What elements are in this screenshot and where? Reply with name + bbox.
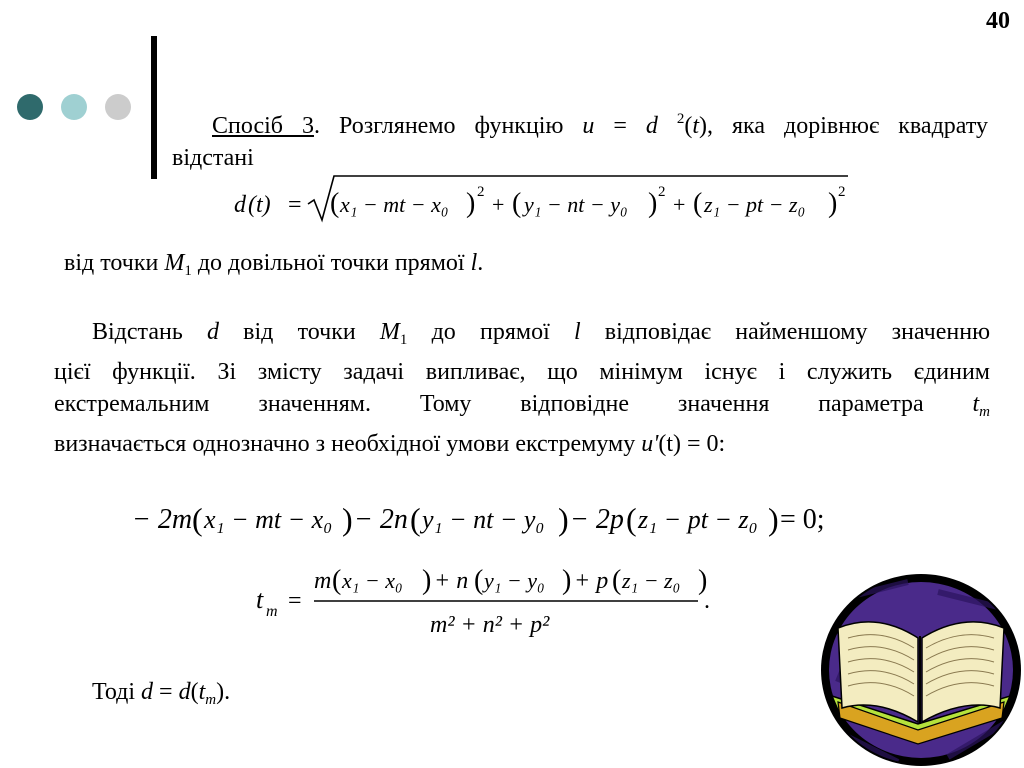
formula1-eq: = [288, 192, 302, 218]
point-text-a: від точки [64, 250, 165, 276]
concl-text: Тоді [92, 679, 142, 705]
page-number: 40 [986, 8, 1010, 34]
intro-paragraph [172, 103, 988, 174]
f3-open-1: ( [332, 565, 342, 596]
sub-m: m [205, 692, 217, 708]
var-l: l [573, 319, 581, 345]
var-t: t [972, 391, 980, 417]
intro-line-2: відстані [172, 145, 254, 171]
f3-t: t [256, 585, 264, 614]
paren-open-1: ( [330, 188, 340, 219]
formula1-exp3: 2 [838, 184, 846, 200]
f2-t2: − 2n [354, 504, 408, 535]
dist-text-g: (t) = 0: [658, 431, 726, 457]
divider-bar [151, 36, 157, 179]
f2-rhs: = 0; [780, 504, 825, 535]
intro-text: . Розглянемо функцію [313, 113, 583, 139]
formula1-d: d [234, 192, 246, 218]
point-paragraph [64, 247, 483, 287]
derivative-equation [128, 490, 848, 546]
intro-text-2: ), яка дорівнює квадрату [699, 113, 989, 139]
equals: = [594, 113, 646, 139]
f2-open-1: ( [192, 501, 203, 537]
var-d-2: d [178, 679, 191, 705]
paren-close: ). [216, 679, 231, 705]
formula1-arg: (t) [248, 192, 271, 218]
f2-b2: y₁ − nt − y₀ [422, 505, 545, 534]
sub-1: 1 [184, 263, 192, 279]
var-l: l [470, 250, 478, 276]
conclusion-paragraph [92, 676, 230, 716]
var-M: M [379, 319, 400, 345]
f2-close-3: ) [768, 501, 779, 537]
f2-b3: z₁ − pt − z₀ [638, 505, 758, 534]
dist-line-3 [54, 388, 990, 428]
sub-1: 1 [399, 332, 408, 348]
dist-line-4 [54, 428, 990, 460]
formula1-exp1: 2 [477, 184, 485, 200]
dist-line-1 [54, 316, 990, 356]
dist-text-f: визначається однозначно з необхідної умови екстремуму [54, 431, 642, 457]
var-d: d [141, 679, 154, 705]
paren-open-2: ( [512, 188, 522, 219]
f3-dot: . [704, 588, 710, 614]
paren-close-1: ) [466, 188, 476, 219]
formula1-term2: y₁ − nt − y₀ [524, 192, 628, 217]
var-M: M [164, 250, 185, 276]
f3-open-3: ( [612, 565, 622, 596]
formula1-term1: x₁ − mt − x₀ [340, 192, 449, 217]
var-d: d [645, 113, 658, 139]
equals: = [153, 679, 179, 705]
f3-m: m [266, 603, 278, 620]
f3-num-b3: z₁ − z₀ [622, 568, 681, 593]
var-u: u [582, 113, 595, 139]
dist-text-c: до прямої [407, 319, 574, 345]
open-book-icon [818, 572, 1024, 768]
intro-line-1 [172, 103, 988, 142]
paren: ( [684, 113, 693, 139]
period: . [477, 250, 484, 276]
formula1-exp2: 2 [658, 184, 666, 200]
f3-close-1: ) [422, 565, 432, 596]
f2-t1: − 2m [132, 504, 193, 535]
var-u-prime: u' [641, 431, 659, 457]
f3-open-2: ( [474, 565, 484, 596]
dist-text-d: відповідає найменшому значенню [580, 319, 991, 345]
formula1-plus1: + [492, 192, 505, 217]
dist-text-e: екстремальним значенням. Тому відповідне значення параметра [54, 391, 973, 417]
var-t: t [692, 113, 700, 139]
f3-num-c: + n [434, 568, 469, 594]
f3-num-d: + p [574, 568, 609, 594]
f3-eq: = [288, 588, 302, 614]
f2-t3: − 2p [570, 504, 624, 535]
dist-text-b: від точки [218, 319, 380, 345]
f3-close-3: ) [698, 565, 708, 596]
decor-dot-1 [17, 94, 43, 120]
point-text-b: до довільної точки прямої [191, 250, 471, 276]
f2-close-2: ) [558, 501, 569, 537]
f3-num-a: m [314, 568, 332, 594]
decor-dot-2 [61, 94, 87, 120]
paren-open-3: ( [693, 188, 703, 219]
exponent: 2 [676, 111, 685, 127]
distance-paragraph [54, 316, 990, 460]
paren-close-2: ) [648, 188, 658, 219]
f3-den: m² + n² + p² [430, 612, 550, 638]
tm-formula [252, 558, 732, 642]
formula1-term3: z₁ − pt − z₀ [704, 192, 806, 217]
paren: ( [190, 679, 199, 705]
dist-text-a: Відстань [92, 319, 207, 345]
f2-open-2: ( [410, 501, 421, 537]
decor-dot-3 [105, 94, 131, 120]
distance-formula [230, 170, 860, 230]
formula1-plus2: + [673, 192, 686, 217]
paren-close-3: ) [828, 188, 838, 219]
f2-b1: x₁ − mt − x₀ [204, 505, 333, 534]
method-label: Спосіб 3 [212, 113, 314, 139]
f2-close-1: ) [342, 501, 353, 537]
dist-line-2: цієї функції. Зі змісту задачі випливає, що мінімум існує і служить єдиним [54, 359, 990, 385]
var-t: t [198, 679, 206, 705]
f2-open-3: ( [626, 501, 637, 537]
sub-m: m [979, 404, 990, 420]
f3-num-b1: x₁ − x₀ [342, 568, 403, 593]
f3-close-2: ) [562, 565, 572, 596]
var-d: d [206, 319, 219, 345]
f3-num-b2: y₁ − y₀ [484, 568, 545, 593]
